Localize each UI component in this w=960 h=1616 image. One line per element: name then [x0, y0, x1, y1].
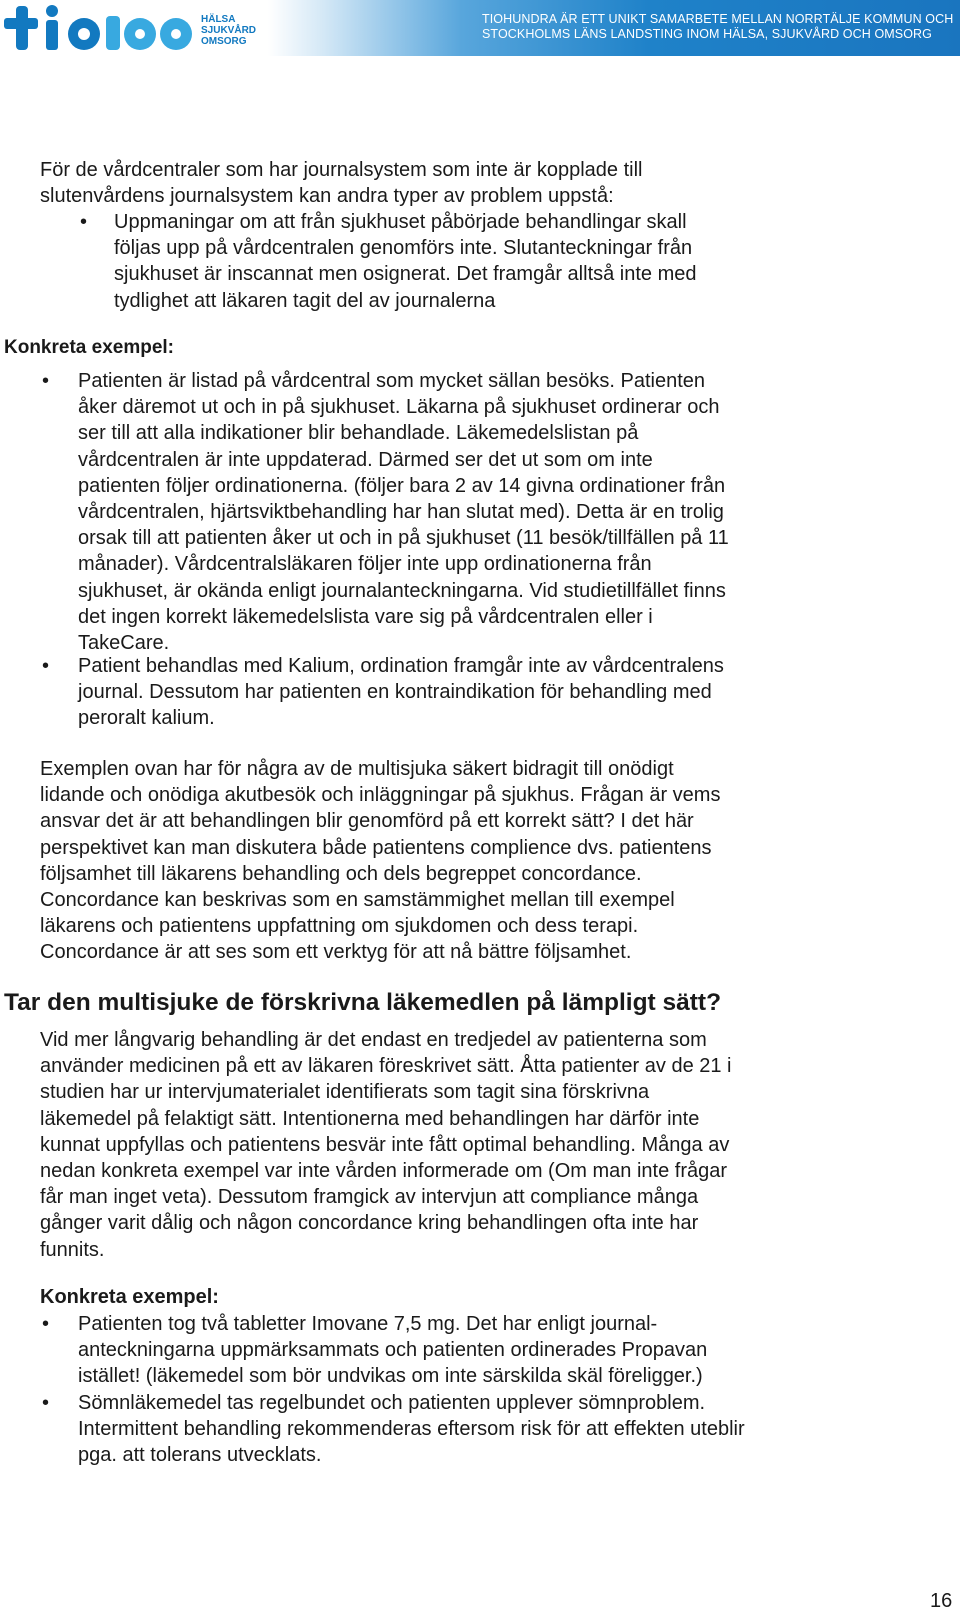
- examples-heading-2: Konkreta exempel:: [40, 1286, 219, 1308]
- bullet-marker: •: [80, 211, 88, 233]
- intro-paragraph: För de vårdcentraler som har journalsystem som inte är kopplade till slutenvårdens journalsystem kan andra typer av problem uppstå:: [40, 159, 643, 208]
- bullet-marker: •: [42, 655, 50, 677]
- intro-bullet-item: Uppmaningar om att från sjukhuset påbörjade behandlingar skall följas upp på vårdcentralen genomförs inte. Slutanteckningar från sjukhuset är inscannat men osignerat. Det framgår alltså inte med tydlighet att läkaren tagit del av journalerna: [114, 211, 697, 312]
- logo-subtitle: HÄLSA SJUKVÅRD OMSORG: [201, 14, 257, 47]
- page-header: [0, 0, 960, 56]
- page-number: 16: [930, 1590, 953, 1612]
- bullet-marker: •: [42, 370, 50, 392]
- section2-paragraph: Vid mer långvarig behandling är det endast en tredjedel av patienterna som använder medicinen på ett av läkaren föreskrivet sätt. Åtta patienter av de 21 i studien har ur intervjumaterialet identifierats som tagit sina förskrivna läkemedel på felaktigt sätt. Intentionerna med behandlingen har därför inte kunnat uppfyllas och patientens besvär inte fått optimal behandling. Många av nedan konkreta exempel var inte vården informerade om (Om man inte frågar får man inget veta). Dessutom framgick av intervjun att compliance många gånger varit dålig och någon concordance kring behandlingen ofta inte har funnits.: [40, 1029, 732, 1261]
- example2-item-2: Sömnläkemedel tas regelbundet och patienten upplever sömnproblem. Intermittent behandling rekommenderas eftersom risk för att effekten uteblir pga. att tolerans utvecklats.: [78, 1392, 745, 1467]
- bullet-marker: •: [42, 1392, 50, 1414]
- example2-item-1: Patienten tog två tabletter Imovane 7,5 mg. Det har enligt journal- anteckningarna uppmärksammats och patienten ordinerades Propavan istället! (läkemedel som bör undvikas om inte särskilda skäl föreligger.): [78, 1313, 708, 1388]
- example1-item-2: Patient behandlas med Kalium, ordination framgår inte av vårdcentralens journal. Dessutom har patienten en kontraindikation för behandling med peroralt kalium.: [78, 655, 724, 730]
- examples-heading-1: Konkreta exempel:: [4, 337, 175, 358]
- banner-text: TIOHUNDRA ÄR ETT UNIKT SAMARBETE MELLAN NORRTÄLJE KOMMUN OCH STOCKHOLMS LÄNS LANDSTING INOM HÄLSA, SJUKVÅRD OCH OMSORG: [482, 12, 954, 41]
- header-banner: [268, 0, 960, 56]
- bullet-marker: •: [42, 1313, 50, 1335]
- example1-item-1: Patienten är listad på vårdcentral som mycket sällan besöks. Patienten åker däremot ut och in på sjukhuset. Läkarna på sjukhuset ordinerar och ser till att alla indikationer blir behandlade. Läkemedelslistan på vårdcentralen är inte uppdaterad. Därmed ser det ut som om inte patienten följer ordinationerna. (följer bara 2 av 14 givna ordinationer från vårdcentralen, hjärtsviktbehandling har han slutat med). Detta är en trolig orsak till att patienten åker ut och in på sjukhuset (11 besök/tillfällen på 11 månader). Vårdcentralsläkaren följer inte upp ordinationerna från sjukhuset, är okända enligt journalanteckningarna. Vid studietillfället finns det ingen korrekt läkemedelslista vare sig på vårdcentralen eller i TakeCare.: [78, 370, 729, 655]
- section-heading: Tar den multisjuke de förskrivna läkemedlen på lämpligt sätt?: [4, 989, 722, 1016]
- discussion-paragraph: Exemplen ovan har för några av de multisjuka säkert bidragit till onödigt lidande och onödiga akutbesök och inläggningar på sjukhus. Frågan är vems ansvar det är att behandlingen blir genomförd på ett korrekt sätt? I det här perspektivet kan man diskutera både patientens complience dvs. patientens följsamhet till läkarens behandling och dels begreppet concordance. Concordance kan beskrivas som en samstämmighet mellan till exempel läkarens och patientens uppfattning om sjukdomen och dess terapi. Concordance är att ses som ett verktyg för att nå bättre följsamhet.: [40, 758, 721, 964]
